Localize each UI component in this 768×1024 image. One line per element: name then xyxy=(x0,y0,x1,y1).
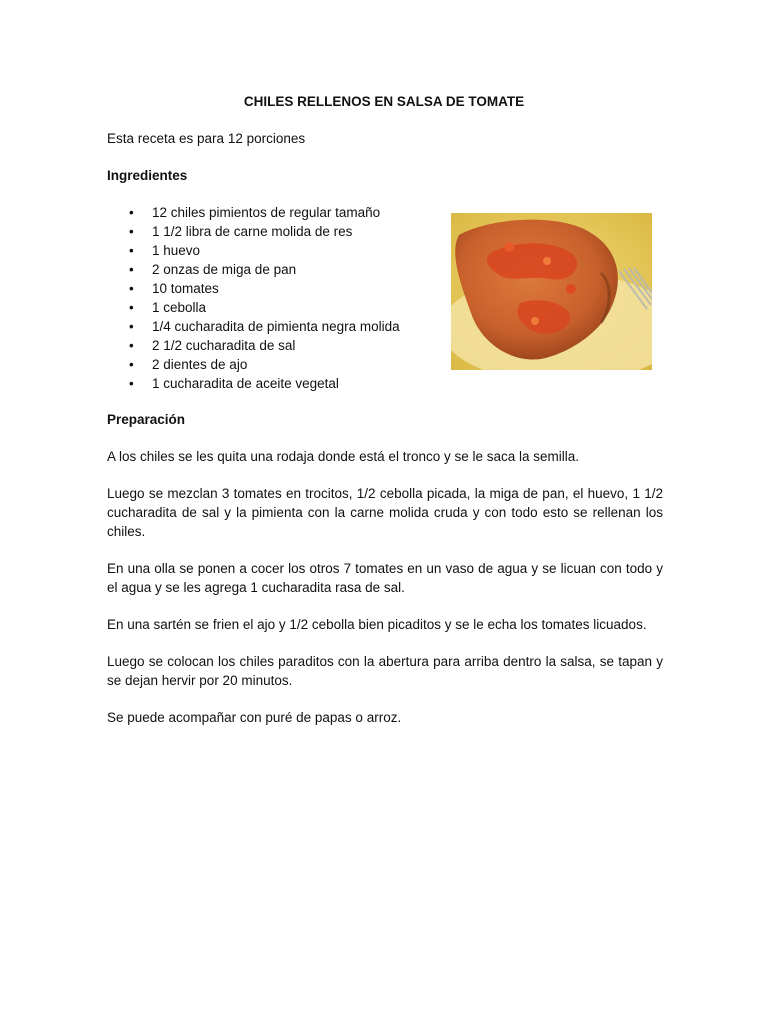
list-item xyxy=(107,203,437,222)
ingredient-text: 2 1/2 cucharadita de sal xyxy=(152,338,296,353)
list-item xyxy=(107,260,437,279)
ingredient-text: 1/4 cucharadita de pimienta negra molida xyxy=(152,319,400,334)
preparation-step: Luego se colocan los chiles paraditos con la abertura para arriba dentro la salsa, se tapan y se dejan hervir por 20 minutos. xyxy=(107,654,663,688)
bullet-icon: • xyxy=(129,224,134,239)
ingredient-text: 1 cebolla xyxy=(152,300,207,315)
intro-text: Esta receta es para 12 porciones xyxy=(107,131,306,146)
bullet-icon: • xyxy=(129,243,134,258)
bullet-icon: • xyxy=(129,281,134,296)
ingredient-text: 1 cucharadita de aceite vegetal xyxy=(152,376,339,391)
stuffed-chile-photo xyxy=(451,213,652,370)
list-item xyxy=(107,355,437,374)
bullet-icon: • xyxy=(129,338,134,353)
preparation-step: Se puede acompañar con puré de papas o arroz. xyxy=(107,710,402,725)
bullet-icon: • xyxy=(129,205,134,220)
list-item xyxy=(107,336,437,355)
ingredients-heading: Ingredientes xyxy=(107,168,188,183)
ingredient-text: 2 onzas de miga de pan xyxy=(152,262,297,277)
ingredient-text: 1 huevo xyxy=(152,243,201,258)
list-item xyxy=(107,317,437,336)
ingredient-text: 10 tomates xyxy=(152,281,219,296)
ingredients-list xyxy=(107,203,437,393)
bullet-icon: • xyxy=(129,357,134,372)
list-item xyxy=(107,298,437,317)
preparation-step: Luego se mezclan 3 tomates en trocitos, 1/2 cebolla picada, la miga de pan, el huevo, 1 1/2 cucharadita de sal y la pimienta con la carne molida cruda y con todo esto se rellenan los chiles. xyxy=(107,486,663,539)
preparation-heading: Preparación xyxy=(107,412,186,427)
list-item xyxy=(107,241,437,260)
preparation-step: En una sartén se frien el ajo y 1/2 cebolla bien picaditos y se le echa los tomates licuados. xyxy=(107,617,647,632)
preparation-step: En una olla se ponen a cocer los otros 7 tomates en un vaso de agua y se licuan con todo y el agua y se les agrega 1 cucharadita rasa de sal. xyxy=(107,561,663,595)
page-title: CHILES RELLENOS EN SALSA DE TOMATE xyxy=(243,94,525,109)
bullet-icon: • xyxy=(129,376,134,391)
ingredient-text: 12 chiles pimientos de regular tamaño xyxy=(152,205,381,220)
list-item xyxy=(107,279,437,298)
bullet-icon: • xyxy=(129,300,134,315)
preparation-step: A los chiles se les quita una rodaja donde está el tronco y se le saca la semilla. xyxy=(107,449,580,464)
bullet-icon: • xyxy=(129,262,134,277)
bullet-icon: • xyxy=(129,319,134,334)
list-item xyxy=(107,374,437,393)
list-item xyxy=(107,222,437,241)
food-image xyxy=(451,213,652,370)
ingredient-text: 1 1/2 libra de carne molida de res xyxy=(152,224,353,239)
ingredient-text: 2 dientes de ajo xyxy=(152,357,248,372)
